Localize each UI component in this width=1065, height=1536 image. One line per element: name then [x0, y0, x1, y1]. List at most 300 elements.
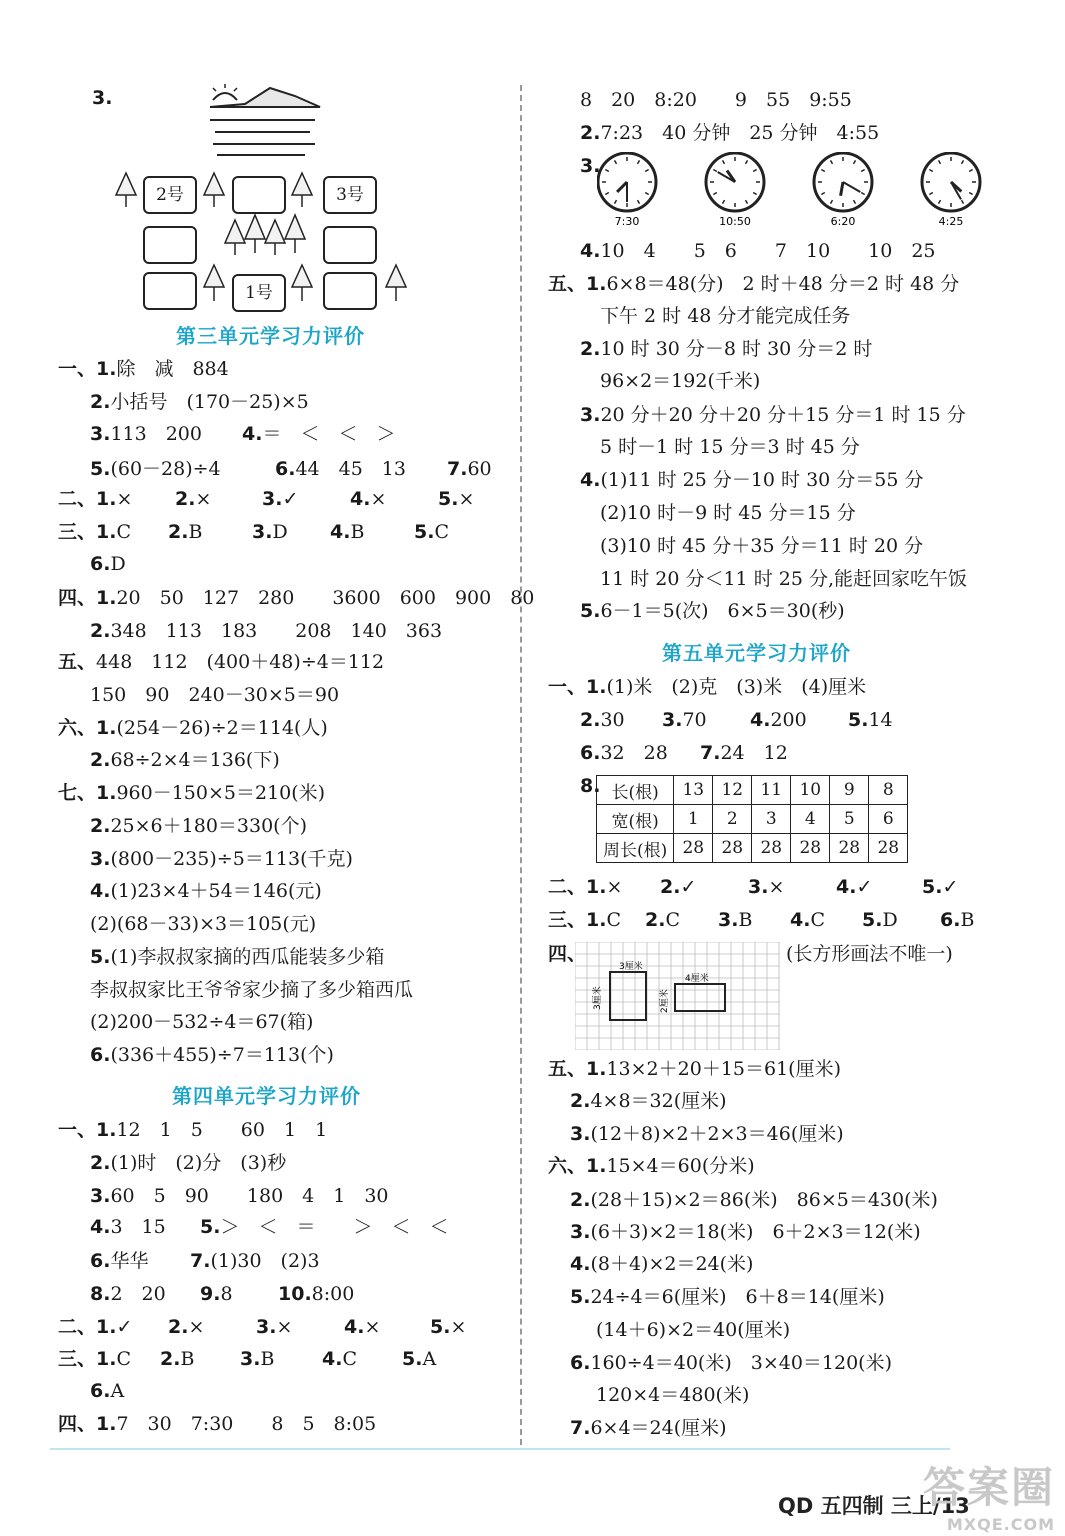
answer-item — [168, 518, 202, 546]
table-cell: 28 — [791, 834, 830, 863]
answer-number: 七、1. — [58, 782, 117, 804]
answer-number: 3. — [252, 521, 273, 543]
page-footer: QD 五四制 三上/13 — [778, 1494, 970, 1518]
answer-text: C — [606, 909, 621, 931]
answer-item — [58, 1410, 376, 1438]
answer-number: 三、1. — [548, 909, 607, 931]
table-row-head: 周长(根) — [597, 834, 674, 863]
answer-item — [570, 1087, 727, 1115]
answer-item — [570, 1218, 921, 1246]
answer-number: 4. — [350, 488, 371, 510]
answer-text: 8 — [220, 1283, 233, 1305]
answer-text: C — [116, 1348, 131, 1370]
answer-number: 4. — [90, 880, 111, 902]
table-cell: 10 — [791, 776, 830, 805]
answer-text: 960－150×5＝210(米) — [116, 782, 326, 804]
answer-number: 五、1. — [548, 273, 607, 295]
answer-text: 60 — [467, 458, 492, 480]
answer-item — [58, 648, 384, 676]
clock-faces — [597, 152, 997, 234]
answer-number: 4. — [570, 1253, 591, 1275]
answer-number: 5. — [90, 946, 111, 968]
answer-number: 4. — [836, 876, 857, 898]
answer-item — [90, 1182, 389, 1210]
answer-text: (长方形画法不唯一) — [786, 943, 953, 965]
answer-text: 3 15 — [110, 1216, 166, 1238]
answer-text: (2)10 时－9 时 45 分＝15 分 — [600, 502, 856, 524]
answer-number: 3. — [570, 1123, 591, 1145]
answer-number: 3. — [748, 876, 769, 898]
answer-text: 13×2＋20＋15＝61(厘米) — [606, 1058, 841, 1080]
table-cell: 13 — [674, 776, 713, 805]
answer-text: × — [364, 1316, 381, 1338]
answer-item — [275, 455, 406, 483]
answer-text: B — [180, 1348, 195, 1370]
answer-number: 6. — [90, 553, 111, 575]
answer-text: C — [342, 1348, 357, 1370]
answer-number: 2. — [570, 1090, 591, 1112]
answer-text: (800－235)÷5＝113(千克) — [110, 848, 353, 870]
answer-text: 小括号 (170－25)×5 — [110, 391, 309, 413]
answer-text: 25×6＋180＝330(个) — [110, 815, 307, 837]
answer-number: 3. — [256, 1316, 277, 1338]
answer-item — [548, 270, 959, 298]
answer-number: 三、1. — [58, 521, 117, 543]
answer-item — [570, 1120, 844, 1148]
answer-number: 5. — [570, 1286, 591, 1308]
watermark-logo: 答案圈 — [922, 1463, 1055, 1512]
answer-text: ✓ — [942, 876, 959, 898]
answer-number: 3. — [240, 1348, 261, 1370]
answer-item — [662, 706, 707, 734]
clock-icon — [814, 153, 872, 228]
answer-number: 2. — [90, 620, 111, 642]
table-row-head: 长(根) — [597, 776, 674, 805]
table-cell: 28 — [752, 834, 791, 863]
answer-item — [600, 367, 760, 395]
answer-text: 150 90 240－30×5＝90 — [90, 684, 340, 706]
answer-text: 24÷4＝6(厘米) 6＋8＝14(厘米) — [590, 1286, 885, 1308]
answer-item — [90, 746, 280, 774]
answer-number: 2. — [90, 1152, 111, 1174]
answer-text: ✓ — [116, 1316, 133, 1338]
answer-item — [58, 1116, 327, 1144]
answer-item — [58, 714, 328, 742]
watermark — [923, 1455, 1055, 1534]
answer-text: (1)李叔叔家摘的西瓜能装多少箱 — [110, 946, 385, 968]
answer-text: ✓ — [680, 876, 697, 898]
answer-text: B — [260, 1348, 275, 1370]
answer-number: 7. — [700, 742, 721, 764]
answer-number: 4. — [580, 469, 601, 491]
answer-number: 10. — [278, 1283, 312, 1305]
answer-text: 70 — [682, 709, 707, 731]
answer-number: 五、 — [58, 651, 97, 673]
answer-item — [600, 532, 923, 560]
answer-number: 六、1. — [548, 1155, 607, 1177]
answer-text: × — [370, 488, 387, 510]
answer-number: 5. — [200, 1216, 221, 1238]
answer-number: 二、1. — [58, 488, 117, 510]
answer-item — [90, 681, 339, 709]
answer-text: 5 时－1 时 15 分＝3 时 45 分 — [600, 436, 860, 458]
answer-item — [548, 1152, 755, 1180]
plot-box-2: 2号 — [143, 176, 197, 214]
answer-number: 3. — [262, 488, 283, 510]
answer-number: 5. — [414, 521, 435, 543]
answer-item — [58, 779, 325, 807]
grid-label-b-side: 2厘米 — [660, 989, 670, 1013]
answer-number: 3. — [90, 423, 111, 445]
answer-number: 2. — [168, 1316, 189, 1338]
answer-item — [200, 1280, 233, 1308]
answer-item — [58, 1345, 131, 1373]
answer-text: ✓ — [856, 876, 873, 898]
answer-number: 2. — [570, 1189, 591, 1211]
answer-number: 5. — [922, 876, 943, 898]
answer-item — [862, 906, 898, 934]
answer-item — [90, 910, 316, 938]
answer-number: 8. — [580, 775, 601, 797]
answer-text: × — [450, 1316, 467, 1338]
clock-label: 6:20 — [830, 215, 856, 228]
answer-item — [90, 1247, 148, 1275]
table-cell: 5 — [830, 805, 869, 834]
answer-number: 6. — [90, 1380, 111, 1402]
answer-text: 113 200 — [110, 423, 202, 445]
answer-text: 200 — [770, 709, 807, 731]
answer-item — [940, 906, 974, 934]
answer-text: 8:00 — [311, 1283, 355, 1305]
answer-text: 7 30 7:30 8 5 8:05 — [116, 1413, 377, 1435]
answer-item — [90, 943, 384, 971]
answer-item — [58, 1313, 132, 1341]
answer-item — [160, 1345, 194, 1373]
answer-item — [90, 1377, 124, 1405]
answer-number: 2. — [580, 122, 601, 144]
answer-item — [90, 388, 309, 416]
answer-item — [660, 873, 696, 901]
answer-text: 4×8＝32(厘米) — [590, 1090, 727, 1112]
table-cell: 9 — [830, 776, 869, 805]
table-cell: 2 — [713, 805, 752, 834]
answer-number: 3. — [662, 709, 683, 731]
answer-item — [90, 877, 322, 905]
answer-item — [750, 706, 807, 734]
tree-icons — [110, 165, 410, 315]
answer-text: 448 112 (400＋48)÷4＝112 — [96, 651, 385, 673]
answer-number: 2. — [168, 521, 189, 543]
answer-text: × — [458, 488, 475, 510]
answer-item — [447, 455, 492, 483]
table-row — [597, 834, 908, 863]
answer-number: 5. — [862, 909, 883, 931]
table-cell: 28 — [830, 834, 869, 863]
answer-text: 8 20 8:20 9 55 9:55 — [580, 89, 852, 111]
answer-text: 11 时 20 分＜11 时 25 分,能赶回家吃午饭 — [600, 568, 967, 590]
answer-item — [548, 1055, 841, 1083]
answer-item — [600, 565, 967, 593]
answer-number: 一、1. — [58, 1119, 117, 1141]
answer-item — [438, 485, 474, 513]
unit4-title: 第四单元学习力评价 — [172, 1084, 361, 1108]
answer-number: 6. — [580, 742, 601, 764]
answer-number: 7. — [447, 458, 468, 480]
answer-number: 3. — [90, 1185, 111, 1207]
answer-item — [580, 119, 879, 147]
answer-item — [240, 1345, 274, 1373]
answer-item — [548, 673, 866, 701]
answer-number: 四、1. — [58, 587, 117, 609]
answer-item — [580, 739, 668, 767]
answer-number: 3. — [580, 404, 601, 426]
answer-text: (3)10 时 45 分＋35 分＝11 时 20 分 — [600, 535, 924, 557]
answer-text: 68÷2×4＝136(下) — [110, 749, 280, 771]
answer-number: 6. — [275, 458, 296, 480]
answer-number: 8. — [90, 1283, 111, 1305]
answer-item — [580, 86, 852, 114]
answer-number: 二、1. — [58, 1316, 117, 1338]
answer-item — [548, 873, 622, 901]
answer-number: 一、1. — [58, 358, 117, 380]
answer-text: 20 50 127 280 3600 600 900 80 — [116, 587, 535, 609]
answer-text: D — [110, 553, 126, 575]
answer-number: 7. — [190, 1250, 211, 1272]
figure-question-number: 3. — [92, 87, 113, 109]
answer-text: 20 分＋20 分＋20 分＋15 分＝1 时 15 分 — [600, 404, 966, 426]
answer-text: 44 45 13 — [295, 458, 406, 480]
grid-drawing — [575, 942, 780, 1050]
answer-number: 6. — [90, 1044, 111, 1066]
answer-text: 除 减 884 — [116, 358, 229, 380]
answer-number: 2. — [160, 1348, 181, 1370]
answer-text: A — [110, 1380, 125, 1402]
answer-number: 2. — [660, 876, 681, 898]
table-cell: 28 — [674, 834, 713, 863]
answer-text: D — [882, 909, 898, 931]
answer-number: 三、1. — [58, 1348, 117, 1370]
answer-text: 下午 2 时 48 分才能完成任务 — [600, 305, 851, 327]
table-cell: 3 — [752, 805, 791, 834]
answer-text: 60 5 90 180 4 1 30 — [110, 1185, 389, 1207]
table-cell: 6 — [869, 805, 908, 834]
answer-text: 24 12 — [720, 742, 788, 764]
table-cell: 12 — [713, 776, 752, 805]
answer-text: × — [276, 1316, 293, 1338]
answer-text: C — [434, 521, 449, 543]
answer-number: 9. — [200, 1283, 221, 1305]
answer-text: 160÷4＝40(米) 3×40＝120(米) — [590, 1352, 893, 1374]
perimeter-table-wrap — [596, 775, 908, 863]
answer-item — [90, 550, 126, 578]
answer-number: 5. — [848, 709, 869, 731]
answer-number: 5. — [430, 1316, 451, 1338]
answer-number: 2. — [645, 909, 666, 931]
answer-text: 2 20 — [110, 1283, 166, 1305]
answer-item — [252, 518, 288, 546]
answer-number: 二、1. — [548, 876, 607, 898]
answer-item — [58, 485, 132, 513]
plot-box-3: 3号 — [323, 176, 377, 214]
answer-text: 32 28 — [600, 742, 668, 764]
answer-item — [190, 1247, 320, 1275]
answer-text: 6－1＝5(次) 6×5＝30(秒) — [600, 600, 845, 622]
answer-item — [700, 739, 788, 767]
answer-item — [600, 499, 856, 527]
answer-number: 2. — [90, 391, 111, 413]
answer-text: 96×2＝192(千米) — [600, 370, 761, 392]
answer-number: 7. — [570, 1417, 591, 1439]
answer-item — [262, 485, 298, 513]
answer-text: 348 113 183 208 140 363 — [110, 620, 443, 642]
answer-item — [168, 1313, 204, 1341]
answer-number: 2. — [580, 709, 601, 731]
answer-item — [58, 518, 131, 546]
answer-item — [600, 433, 860, 461]
answer-number: 4. — [322, 1348, 343, 1370]
answer-item — [580, 237, 936, 265]
answer-text: 7:23 40 分钟 25 分钟 4:55 — [600, 122, 880, 144]
answer-text: D — [272, 521, 288, 543]
answer-item — [90, 812, 307, 840]
answer-item — [90, 1280, 166, 1308]
answer-text: 30 — [600, 709, 625, 731]
answer-text: × — [195, 488, 212, 510]
answer-number: 2. — [90, 749, 111, 771]
answer-text: (12＋8)×2＋2×3＝46(厘米) — [590, 1123, 844, 1145]
answer-number: 6. — [90, 1250, 111, 1272]
answer-item — [90, 976, 413, 1004]
answer-item — [350, 485, 386, 513]
answer-item — [175, 485, 211, 513]
unit5-title: 第五单元学习力评价 — [662, 641, 851, 665]
answer-item — [90, 1008, 313, 1036]
answer-item — [580, 335, 872, 363]
grid-label-a-top: 3厘米 — [619, 962, 643, 972]
answer-item — [90, 420, 202, 448]
clock-label: 7:30 — [614, 215, 640, 228]
table-cell: 1 — [674, 805, 713, 834]
answer-number: 4. — [90, 1216, 111, 1238]
answer-item — [278, 1280, 354, 1308]
table-cell: 11 — [752, 776, 791, 805]
answer-text: A — [422, 1348, 437, 1370]
answer-text: 12 1 5 60 1 1 — [116, 1119, 328, 1141]
answer-text: (2)200－532÷4＝67(箱) — [90, 1011, 314, 1033]
answer-text: 120×4＝480(米) — [596, 1384, 750, 1406]
clock-label: 10:50 — [719, 215, 751, 228]
perimeter-table — [596, 775, 908, 863]
answer-number: 5. — [402, 1348, 423, 1370]
answer-item — [90, 1213, 166, 1241]
answer-text: 华华 — [110, 1250, 149, 1272]
clock-label: 4:25 — [938, 215, 964, 228]
answer-text: 6×8＝48(分) 2 时＋48 分＝2 时 48 分 — [606, 273, 960, 295]
answer-text: 6×4＝24(厘米) — [590, 1417, 727, 1439]
table-row — [597, 805, 908, 834]
answer-item — [548, 906, 621, 934]
answer-text: 15×4＝60(分米) — [606, 1155, 755, 1177]
answer-number: 4. — [750, 709, 771, 731]
answer-item — [596, 1316, 790, 1344]
answer-item — [402, 1345, 436, 1373]
answer-text: × — [768, 876, 785, 898]
answer-item — [570, 1250, 753, 1278]
answer-text: (60－28)÷4 — [110, 458, 221, 480]
column-divider — [520, 85, 522, 1445]
footer-rule — [50, 1448, 950, 1450]
answer-text: (1)米 (2)克 (3)米 (4)厘米 — [606, 676, 867, 698]
answer-text: (1)30 (2)3 — [210, 1250, 320, 1272]
answer-text: (254－26)÷2＝114(人) — [116, 717, 328, 739]
answer-number: 5. — [438, 488, 459, 510]
answer-number: 六、1. — [58, 717, 117, 739]
answer-text: C — [116, 521, 131, 543]
answer-item — [848, 706, 893, 734]
answer-item — [430, 1313, 466, 1341]
table-row — [597, 776, 908, 805]
answer-text: B — [188, 521, 203, 543]
answer-item — [90, 845, 353, 873]
answer-item — [256, 1313, 292, 1341]
answer-item — [90, 617, 442, 645]
answer-item — [580, 466, 924, 494]
answer-number: 2. — [175, 488, 196, 510]
answer-text: 14 — [868, 709, 893, 731]
grid-label-a-side: 3厘米 — [593, 986, 603, 1010]
answer-text: (1)时 (2)分 (3)秒 — [110, 1152, 287, 1174]
table-row-head: 宽(根) — [597, 805, 674, 834]
answer-item — [600, 302, 850, 330]
answer-text: 10 4 5 6 7 10 10 25 — [600, 240, 936, 262]
answer-number: 4. — [242, 423, 263, 445]
answer-text: C — [810, 909, 825, 931]
answer-text: (28＋15)×2＝86(米) 86×5＝430(米) — [590, 1189, 938, 1211]
answer-number: 3. — [718, 909, 739, 931]
answer-text: ＞ ＜ ＝ ＞ ＜ ＜ — [220, 1216, 449, 1238]
answer-text: (336＋455)÷7＝113(个) — [110, 1044, 334, 1066]
answer-number: 4. — [344, 1316, 365, 1338]
table-cell: 8 — [869, 776, 908, 805]
answer-text: ＝ ＜ ＜ ＞ — [262, 423, 396, 445]
answer-item — [836, 873, 872, 901]
answer-text: 10 时 30 分－8 时 30 分＝2 时 — [600, 338, 873, 360]
answer-number: 6. — [570, 1352, 591, 1374]
answer-number: 2. — [90, 815, 111, 837]
answer-item — [570, 1349, 892, 1377]
answer-item — [580, 706, 625, 734]
answer-text: (1)11 时 25 分－10 时 30 分＝55 分 — [600, 469, 924, 491]
answer-item — [90, 1149, 286, 1177]
answer-text: B — [960, 909, 975, 931]
answer-text: (8＋4)×2＝24(米) — [590, 1253, 754, 1275]
answer-item — [242, 420, 395, 448]
answer-text: (1)23×4＋54＝146(元) — [110, 880, 322, 902]
answer-item — [414, 518, 449, 546]
answer-number: 2. — [580, 338, 601, 360]
answer-item — [570, 1283, 885, 1311]
clock-icon — [706, 153, 764, 228]
answer-text: 李叔叔家比王爷爷家少摘了多少箱西瓜 — [90, 979, 414, 1001]
answer-number: 五、1. — [548, 1058, 607, 1080]
answer-item — [570, 1414, 727, 1442]
answer-text: B — [350, 521, 365, 543]
answer-item — [58, 355, 229, 383]
answer-number: 5. — [90, 458, 111, 480]
answer-item — [330, 518, 364, 546]
answer-text: × — [606, 876, 623, 898]
table-cell: 28 — [869, 834, 908, 863]
